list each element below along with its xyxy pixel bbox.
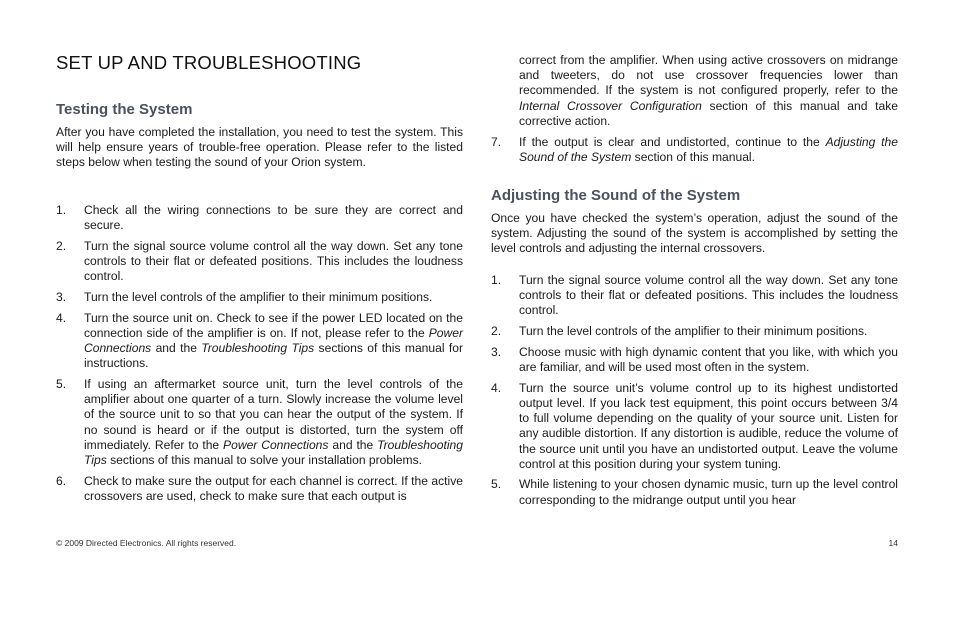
step-text: Check to make sure the output for each channel is correct. If the active crossovers are used, check to make sure that each output is [84,473,463,503]
step-text: While listening to your chosen dynamic music, turn up the level control corresponding to the midrange output until you hear [519,477,898,507]
step-text: Turn the level controls of the amplifier to their minimum positions. [84,290,433,305]
step-text: Turn the signal source volume control all the way down. Set any tone controls to their flat or defeated positions. This includes the loudness control. [84,238,463,284]
section-heading-adjusting: Adjusting the Sound of the System [491,187,741,204]
step-text: section of this manual. [631,149,755,164]
step-text: correct from the amplifier. When using active crossovers on midrange and tweeters, do not use crossover frequencies lower than recommended. If the system is not configured properly, refer to the [519,53,898,98]
step-text: Turn the source unit’s volume control up to its highest undistorted output level. If you lack test equipment, this point occurs between 3/4 to full volume depending on the quality of your source unit. Listen for any audible distortion. If any distortion is audible, reduce the volume of the source unit until you have an undistorted output. Leave the volume control at this position during your system tuning. [519,380,898,471]
list-item [491,324,898,339]
step-text: and the [151,341,202,356]
step-text: and the [328,437,378,452]
step-number: 4. [56,310,67,325]
ref-power-connections: Power Connections [84,325,463,356]
step-number: 2. [56,238,67,253]
step-text: section of this manual and take corrective action. [519,98,898,128]
step-number: 5. [56,377,67,392]
ref-internal-crossover: Internal Crossover Configuration [519,98,702,113]
page-title: SET UP AND TROUBLESHOOTING [56,52,362,73]
testing-steps [56,203,463,510]
testing-intro: After you have completed the installation, you need to test the system. This will help ensure years of trouble-free operation. Please refer to the listed steps below when testing the sound of your Orion system. [56,125,463,170]
step-text: Choose music with high dynamic content that you like, with which you are familiar, and will be used most often in the system. [519,344,898,375]
step-text: If the output is clear and undistorted, continue to the [519,134,826,149]
list-item [491,53,898,129]
adjusting-intro: Once you have checked the system’s operation, adjust the sound of the system. Adjusting the sound of the system is accomplished by setting the level controls and adjusting the internal crossovers. [491,211,898,256]
list-item [491,345,898,375]
list-item [491,273,898,319]
step6-continuation [491,53,898,165]
step-number: 2. [491,324,502,339]
ref-troubleshooting-tips: Troubleshooting Tips [201,341,315,356]
page-number: 14 [888,538,898,548]
step-number: 4. [491,380,502,395]
ref-troubleshooting-tips: Troubleshooting Tips [84,437,463,468]
step-text: Turn the source unit on. Check to see if the power LED located on the connection side of the amplifier is on. If not, please refer to the [84,310,463,340]
step-text: sections of this manual to solve your installation problems. [106,453,423,468]
step-number: 3. [491,344,502,359]
list-item [491,135,898,165]
step-number: 7. [491,134,502,149]
step-text: Turn the level controls of the amplifier to their minimum positions. [519,324,868,339]
section-heading-testing: Testing the System [56,101,193,118]
list-item [56,203,463,233]
list-item [56,290,463,305]
list-item [56,239,463,285]
list-item [491,381,898,472]
step-number: 1. [56,203,67,217]
step-number: 5. [491,477,502,492]
adjusting-steps [491,273,898,513]
list-item [56,377,463,468]
ref-power-connections: Power Connections [223,437,329,452]
copyright-footer: © 2009 Directed Electronics. All rights reserved. [56,538,237,548]
ref-adjusting-sound: Adjusting the Sound of the System [519,134,898,164]
step-number: 3. [56,290,67,305]
step-text: sections of this manual for instructions. [84,341,463,371]
list-item [56,311,463,372]
list-item [491,477,898,507]
step-text: Turn the signal source volume control all the way down. Set any tone controls to their flat or defeated positions. This includes the loudness control. [519,273,898,318]
step-number: 1. [491,273,502,287]
step-text: Check all the wiring connections to be sure they are correct and secure. [84,203,463,233]
step-text: If using an aftermarket source unit, turn the level controls of the amplifier about one quarter of a turn. Slowly increase the volume level of the source unit to so that you can hear the output of the system. If no sound is heard or if the output is distorted, turn the system off immediately. Refer to the [84,377,463,452]
step-number: 6. [56,473,67,488]
list-item [56,474,463,504]
